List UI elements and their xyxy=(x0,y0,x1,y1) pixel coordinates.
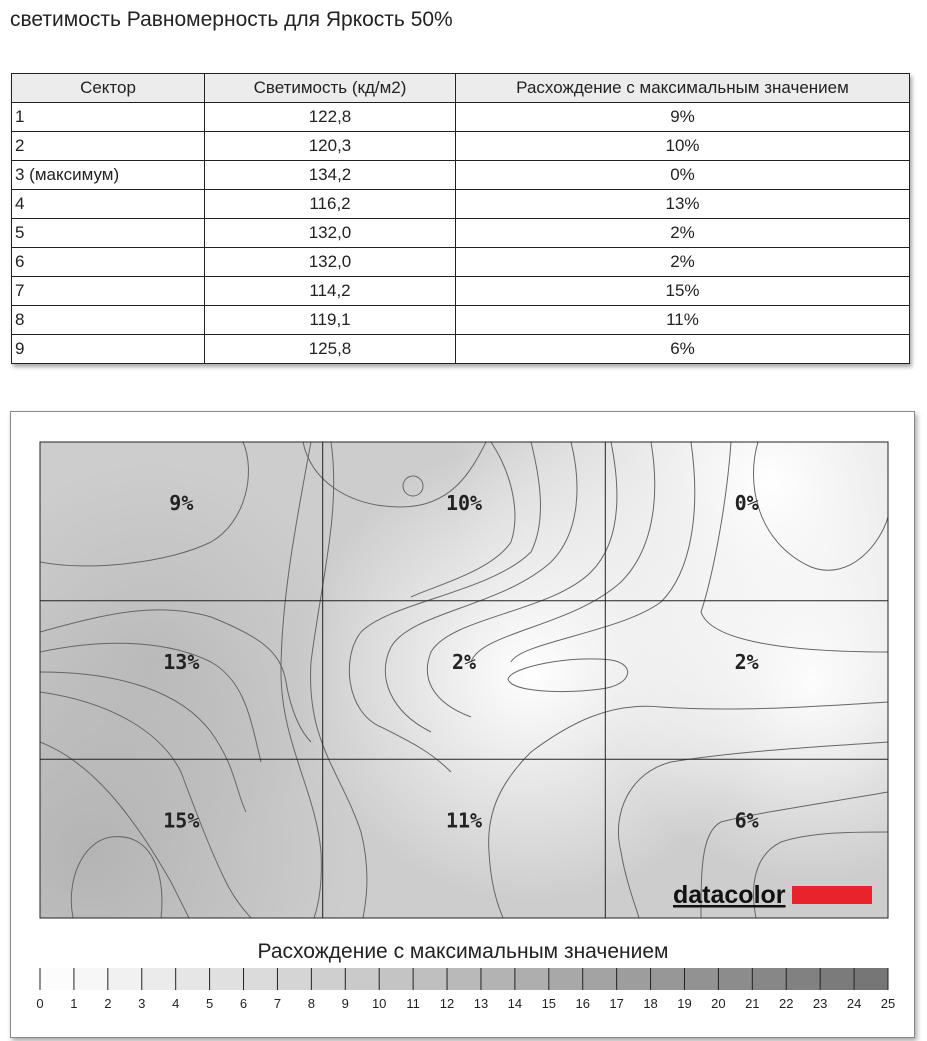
scale-tick-label: 4 xyxy=(172,996,180,1011)
cell-label-6: 2% xyxy=(734,649,759,674)
table-row xyxy=(12,190,910,219)
luminance-table xyxy=(11,73,910,364)
cell-label-4: 13% xyxy=(163,649,200,674)
scale-tick-label: 6 xyxy=(239,996,248,1011)
table-row xyxy=(12,219,910,248)
scale-swatch xyxy=(210,968,244,990)
cell-luminance: 119,1 xyxy=(205,306,456,335)
scale-tick-label: 7 xyxy=(273,996,282,1011)
scale-swatch xyxy=(379,968,413,990)
header-luminance: Светимость (кд/м2) xyxy=(205,74,456,103)
cell-label-2: 10% xyxy=(445,491,483,516)
table-header-row xyxy=(12,74,910,103)
table-row xyxy=(12,335,910,364)
scale-tick-label: 13 xyxy=(473,996,489,1011)
scale-swatch xyxy=(684,968,718,990)
cell-sector: 5 xyxy=(12,219,205,248)
cell-sector: 7 xyxy=(12,277,205,306)
scale-swatch xyxy=(651,968,685,990)
scale-tick-label: 23 xyxy=(812,996,828,1011)
cell-luminance: 125,8 xyxy=(205,335,456,364)
scale-swatch xyxy=(786,968,820,990)
cell-deviation: 11% xyxy=(456,306,910,335)
cell-label-7: 15% xyxy=(163,808,200,833)
cell-sector: 6 xyxy=(12,248,205,277)
table-row xyxy=(12,103,910,132)
scale-tick-label: 12 xyxy=(439,996,455,1011)
scale-swatch xyxy=(447,968,481,990)
cell-deviation: 6% xyxy=(456,335,910,364)
cell-luminance: 120,3 xyxy=(205,132,456,161)
cell-luminance: 114,2 xyxy=(205,277,456,306)
cell-deviation: 9% xyxy=(456,103,910,132)
scale-tick-label: 10 xyxy=(371,996,387,1011)
cell-sector: 2 xyxy=(12,132,205,161)
table-row xyxy=(12,161,910,190)
brand-bar xyxy=(792,886,872,904)
scale-swatch xyxy=(413,968,447,990)
scale-swatch xyxy=(481,968,515,990)
scale-tick-label: 1 xyxy=(70,996,78,1011)
uniformity-heatmap-svg xyxy=(11,412,914,1037)
cell-luminance: 132,0 xyxy=(205,219,456,248)
cell-sector: 3 (максимум) xyxy=(12,161,205,190)
cell-label-5: 2% xyxy=(451,649,477,674)
table-row xyxy=(12,306,910,335)
cell-luminance: 122,8 xyxy=(205,103,456,132)
scale-tick-label: 15 xyxy=(541,996,557,1011)
page-title: светимость Равномерность для Яркость 50% xyxy=(10,8,453,31)
cell-label-1: 9% xyxy=(169,491,194,516)
scale-tick-label: 9 xyxy=(341,996,349,1011)
scale-swatch xyxy=(176,968,210,990)
brand-text: datacolor xyxy=(673,881,786,909)
scale-swatch xyxy=(244,968,278,990)
cell-label-3: 0% xyxy=(734,491,759,516)
scale-swatch xyxy=(515,968,549,990)
scale-tick-label: 25 xyxy=(880,996,896,1011)
scale-swatch xyxy=(820,968,854,990)
scale-tick-label: 22 xyxy=(779,996,794,1011)
scale-tick-label: 24 xyxy=(846,996,862,1011)
scale-swatch xyxy=(142,968,176,990)
scale-swatch xyxy=(583,968,617,990)
scale-tick-label: 0 xyxy=(36,996,44,1011)
scale-tick-label: 20 xyxy=(711,996,726,1011)
scale-swatch xyxy=(108,968,142,990)
header-deviation: Расхождение с максимальным значением xyxy=(456,74,910,103)
scale-swatch xyxy=(74,968,108,990)
scale-swatch xyxy=(617,968,651,990)
cell-deviation: 2% xyxy=(456,219,910,248)
uniformity-chart xyxy=(10,411,915,1038)
scale-tick-label: 3 xyxy=(138,996,146,1011)
cell-luminance: 132,0 xyxy=(205,248,456,277)
scale-swatch xyxy=(854,968,888,990)
cell-luminance: 116,2 xyxy=(205,190,456,219)
deviation-scale xyxy=(36,968,895,1011)
scale-tick-label: 19 xyxy=(677,996,692,1011)
cell-deviation: 2% xyxy=(456,248,910,277)
cell-deviation: 15% xyxy=(456,277,910,306)
scale-swatch xyxy=(549,968,583,990)
cell-sector: 9 xyxy=(12,335,205,364)
cell-deviation: 10% xyxy=(456,132,910,161)
scale-tick-label: 17 xyxy=(609,996,624,1011)
scale-tick-label: 5 xyxy=(205,996,214,1011)
scale-swatch xyxy=(752,968,786,990)
header-sector: Сектор xyxy=(12,74,205,103)
scale-tick-label: 21 xyxy=(745,996,760,1011)
scale-tick-label: 2 xyxy=(104,996,112,1011)
scale-tick-label: 18 xyxy=(643,996,658,1011)
scale-swatch xyxy=(718,968,752,990)
table-row xyxy=(12,132,910,161)
cell-sector: 8 xyxy=(12,306,205,335)
scale-swatch xyxy=(311,968,345,990)
cell-sector: 1 xyxy=(12,103,205,132)
table-row xyxy=(12,248,910,277)
cell-label-8: 11% xyxy=(445,808,483,833)
cell-deviation: 13% xyxy=(456,190,910,219)
table-row xyxy=(12,277,910,306)
scale-tick-label: 8 xyxy=(307,996,315,1011)
cell-label-9: 6% xyxy=(734,808,759,833)
scale-tick-label: 14 xyxy=(507,996,523,1011)
cell-deviation: 0% xyxy=(456,161,910,190)
cell-sector: 4 xyxy=(12,190,205,219)
scale-tick-label: 11 xyxy=(406,996,420,1011)
scale-tick-label: 16 xyxy=(575,996,590,1011)
scale-swatch xyxy=(345,968,379,990)
legend-title: Расхождение с максимальным значением xyxy=(257,940,669,963)
scale-swatch xyxy=(277,968,311,990)
cell-luminance: 134,2 xyxy=(205,161,456,190)
scale-swatch xyxy=(40,968,74,990)
